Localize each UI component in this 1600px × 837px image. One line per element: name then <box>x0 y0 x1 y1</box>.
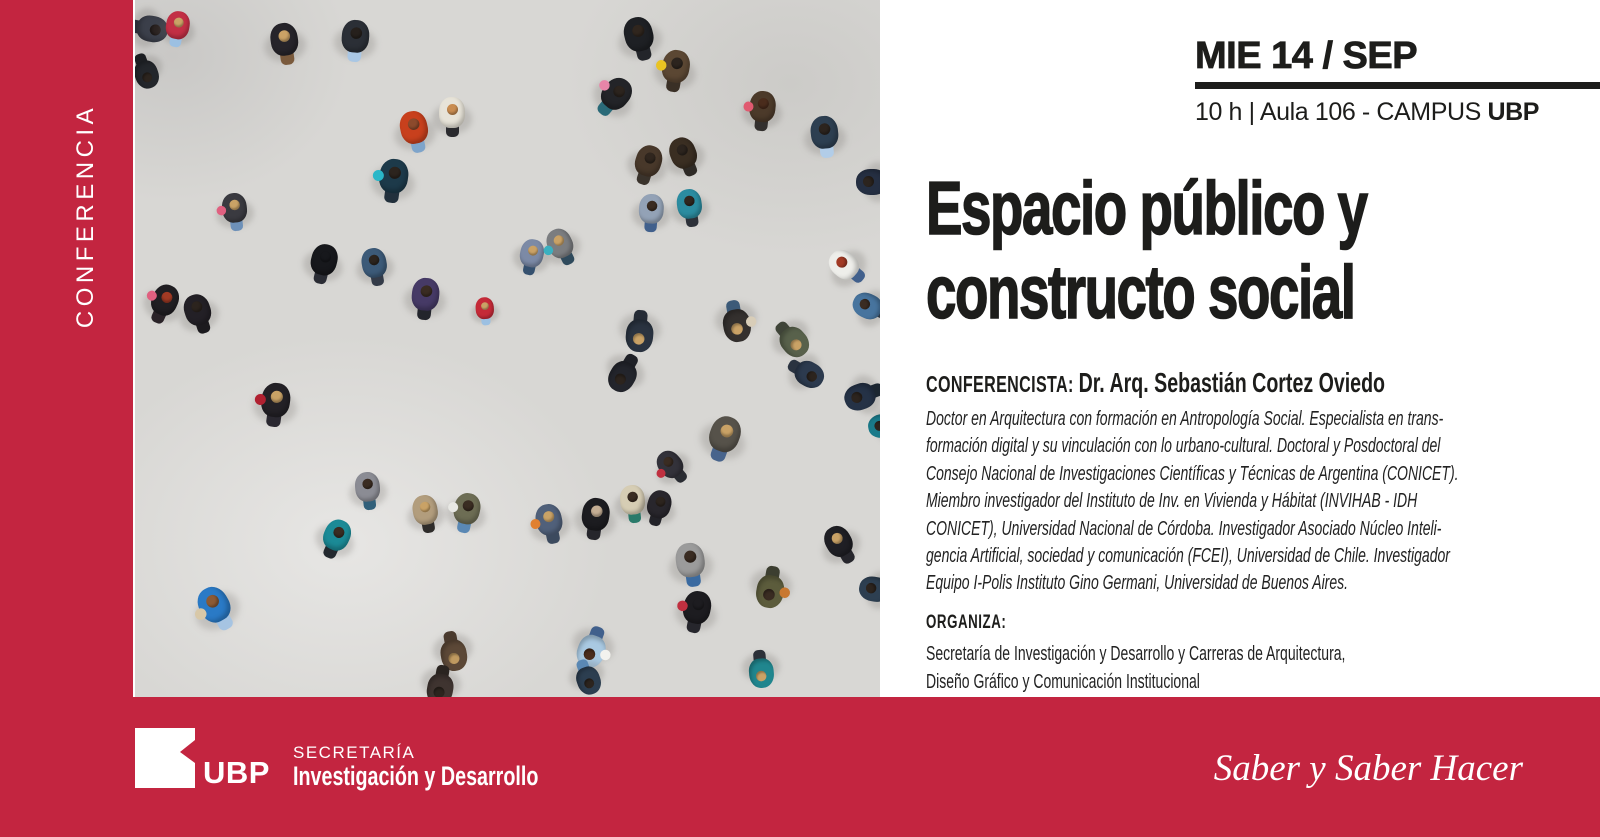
campus-name: UBP <box>1487 98 1540 126</box>
bio-line: Equipo I-Polis Instituto Gino Germani, Universidad de Buenos Aires. <box>926 572 1349 595</box>
person-figure <box>255 380 294 433</box>
person-figure <box>266 20 304 70</box>
person-figure <box>178 289 220 340</box>
person-figure <box>817 519 865 572</box>
footer-slogan: Saber y Saber Hacer <box>1213 748 1523 789</box>
person-figure <box>751 561 790 612</box>
organiza-section <box>926 612 1345 696</box>
person-figure <box>655 47 694 98</box>
footer-band <box>0 697 1600 837</box>
person-figure <box>576 495 614 545</box>
person-figure <box>822 242 875 293</box>
person-figure <box>745 646 777 690</box>
divider-rule <box>1195 82 1600 89</box>
bio-line: CONICET), Universidad Nacional de Córdoba. Investigador Asociado Núcleo Inteli- <box>926 517 1442 540</box>
event-date <box>1195 37 1417 75</box>
person-figure <box>839 373 880 416</box>
person-figure <box>531 500 569 549</box>
person-figure <box>586 70 640 126</box>
person-figure <box>673 186 707 231</box>
person-figure <box>219 191 252 236</box>
person-figure <box>807 113 843 162</box>
person-figure <box>407 275 443 324</box>
person-figure <box>312 514 357 566</box>
person-figure <box>160 8 193 52</box>
person-figure <box>650 444 696 492</box>
person-figure <box>855 167 880 197</box>
person-figure <box>422 660 459 697</box>
person-figure <box>373 156 412 209</box>
person-figure <box>140 279 185 331</box>
crowd-photo <box>135 0 880 697</box>
organiza-line: Diseño Gráfico y Comunicación Institucional <box>926 670 1200 693</box>
bio-line: Doctor en Arquitectura con formación en Antropología Social. Especialista en trans- <box>926 408 1444 430</box>
person-figure <box>303 240 343 290</box>
title-line-1: Espacio público y <box>926 166 1367 250</box>
person-figure <box>352 470 385 515</box>
dept-line-secretaria: SECRETARÍA <box>293 743 416 762</box>
footer-department <box>293 743 629 790</box>
bio-line: formación digital y su vinculación con lo urbano-cultural. Doctoral y Posdoctoral del <box>926 435 1441 458</box>
person-figure <box>473 296 496 328</box>
person-figure <box>635 192 666 236</box>
date-text: MIE 14 / SEP <box>1195 35 1418 77</box>
person-figure <box>189 579 244 640</box>
title-line-2: constructo social <box>926 250 1355 334</box>
organiza-line: Secretaría de Investigación y Desarrollo y Carreras de Arquitectura, <box>926 643 1346 665</box>
person-figure <box>395 107 435 159</box>
category-label: CONFERENCIA <box>72 103 99 329</box>
page-title <box>926 166 1367 334</box>
ubp-logo-icon <box>135 728 195 788</box>
person-figure <box>357 245 392 291</box>
ubp-logo-text: UBP <box>203 755 270 790</box>
speaker-label: CONFERENCISTA: <box>926 371 1074 397</box>
person-figure <box>447 489 485 538</box>
person-figure <box>856 572 880 607</box>
bio-line: gencia Artificial, sociedad y comunicación (FCEI), Universidad de Chile. Investigador <box>926 545 1450 568</box>
bio-line: Miembro investigador del Instituto de Inv. en Vivienda y Hábitat (INVIHAB - IDH <box>926 490 1418 513</box>
person-figure <box>745 89 779 136</box>
event-time-place: 10 h | Aula 106 - CAMPUS <box>1195 98 1488 126</box>
person-figure <box>698 410 748 469</box>
person-figure <box>626 140 668 191</box>
person-figure <box>135 47 164 93</box>
person-figure <box>676 587 716 639</box>
person-figure <box>847 286 880 329</box>
speaker-line <box>926 367 1385 399</box>
person-figure <box>618 13 662 68</box>
dept-line-name: Investigación y Desarrollo <box>293 761 539 791</box>
speaker-name: Dr. Arq. Sebastián Cortez Oviedo <box>1078 367 1386 398</box>
person-figure <box>663 132 707 184</box>
bio-line: Consejo Nacional de Investigaciones Científicas y Técnicas de Argentina (CONICET). <box>926 462 1459 485</box>
speaker-bio <box>926 406 1459 598</box>
person-figure <box>671 540 710 593</box>
person-figure <box>437 96 467 140</box>
person-figure <box>408 492 443 538</box>
person-figure <box>716 295 755 346</box>
person-figure <box>622 306 657 355</box>
organiza-label: ORGANIZA: <box>926 612 1007 633</box>
event-details <box>1195 98 1539 127</box>
person-figure <box>337 18 372 67</box>
